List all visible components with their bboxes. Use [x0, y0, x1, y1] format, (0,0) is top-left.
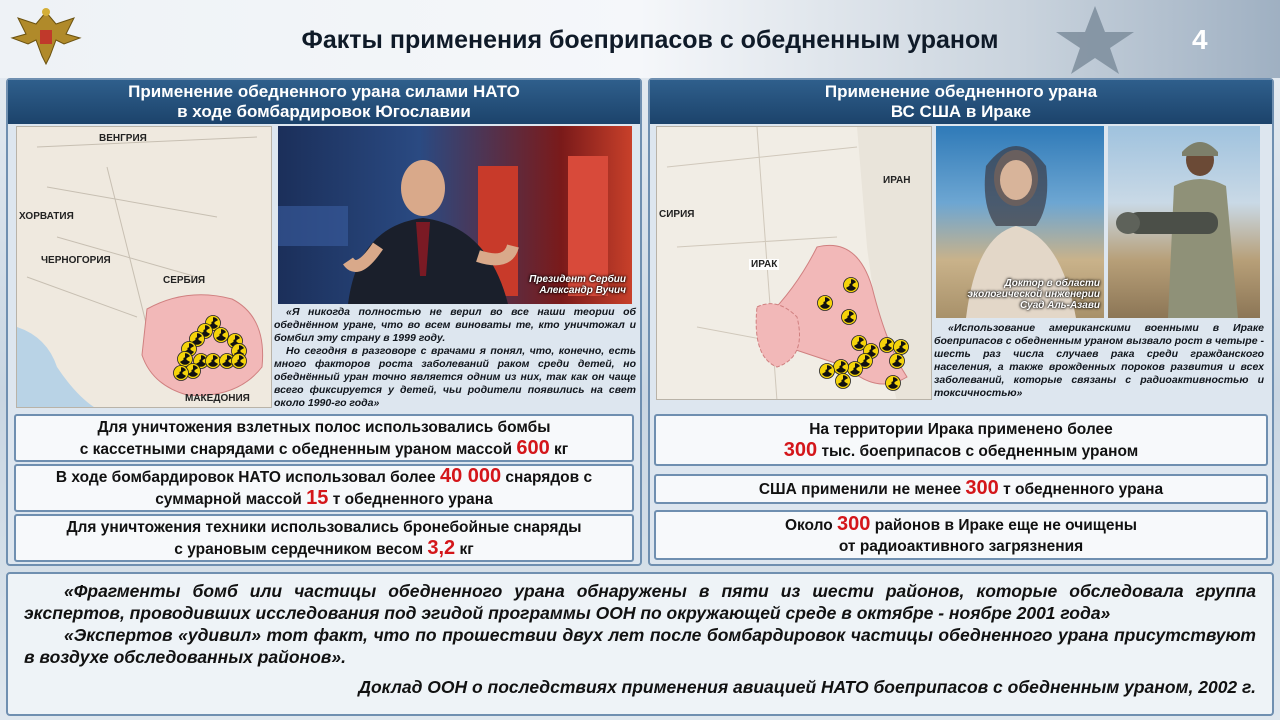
map-label-syria: СИРИЯ: [659, 209, 695, 220]
yugoslavia-panel: [6, 78, 642, 566]
fact-nato-shells: [14, 464, 634, 512]
fact-armor-text: с урановым сердечником весом: [174, 540, 428, 558]
map-label-serbia: СЕРБИЯ: [163, 275, 206, 286]
iraq-panel: [648, 78, 1274, 566]
fact-us-tonnage-value: 300: [965, 477, 999, 499]
vucic-caption: [529, 274, 626, 296]
double-headed-eagle-icon: [6, 4, 86, 70]
al-azawi-caption-line2: экологической инженерии: [967, 289, 1100, 300]
radiation-hazard-icon: [841, 309, 857, 325]
fact-nato-text: В ходе бомбардировок НАТО использовал более: [55, 469, 440, 486]
radiation-hazard-icon: [835, 373, 851, 389]
radiation-hazard-icon: [231, 353, 247, 369]
fact-armor-line2: [66, 538, 581, 560]
vucic-caption-line2: Александр Вучич: [539, 285, 626, 296]
fact-districts-value: 300: [837, 512, 871, 535]
fact-districts-line1: [785, 514, 1137, 536]
radiation-hazard-icon: [843, 277, 859, 293]
map-label-iran: ИРАН: [883, 175, 911, 186]
fact-nato-unit2: т обедненного урана: [328, 491, 493, 508]
header: [0, 0, 1280, 78]
al-azawi-caption-line1: Доктор в области: [1004, 278, 1100, 289]
fact-armor-unit: кг: [455, 540, 474, 558]
fact-nato-text2: суммарной массой: [155, 491, 307, 508]
al-azawi-quote: «Использование американскими военными в Ираке боеприпасов с обедненным ураном вызвало рост в четыре - шесть раз числа случаев рака среди гражданского населения, а также врожденных пороков развития и всех заболеваний, которые связаны с радиоактивностью и токсичностью»: [934, 322, 1264, 399]
fact-nato-value: 40 000: [439, 465, 502, 487]
fact-us-tonnage-unit: т обедненного урана: [998, 481, 1164, 498]
map-label-montenegro: ЧЕРНОГОРИЯ: [41, 255, 111, 266]
yugoslavia-title-line2: в ходе бомбардировок Югославии: [177, 102, 471, 121]
map-label-macedonia: МАКЕДОНИЯ: [185, 393, 250, 404]
fact-iraq-munitions-line2: [784, 440, 1138, 462]
vucic-quote: [274, 306, 636, 410]
vucic-photo: [278, 126, 632, 304]
fact-iraq-munitions-text: тыс. боеприпасов с обедненным ураном: [817, 442, 1139, 460]
fact-districts-text: Около: [784, 516, 838, 534]
fact-armor-line1: Для уничтожения техники использовались бронебойные снаряды: [66, 518, 582, 536]
yugoslavia-title-line1: Применение обедненного урана силами НАТО: [128, 82, 520, 101]
soldier-photo-graphic: [1108, 126, 1260, 318]
balkans-map: [16, 126, 272, 408]
fact-us-tonnage: [654, 474, 1268, 504]
al-azawi-photo: [936, 126, 1104, 318]
fact-iraq-munitions: [654, 414, 1268, 466]
army-star-icon: [1050, 2, 1140, 76]
map-label-croatia: ХОРВАТИЯ: [19, 211, 74, 222]
soldier-photo: [1108, 126, 1260, 318]
fact-nato-line2: [56, 488, 592, 510]
fact-runways-value: 600: [516, 436, 550, 459]
iraq-map: [656, 126, 932, 400]
al-azawi-caption: [968, 278, 1100, 311]
map-label-iraq: ИРАК: [751, 259, 778, 270]
map-label-hungary: ВЕНГРИЯ: [99, 133, 147, 144]
fact-runways: [14, 414, 634, 462]
page-number: 4: [1192, 24, 1208, 55]
un-report-quote: [6, 572, 1274, 716]
fact-districts-text2: районов в Ираке еще не очищены: [870, 516, 1138, 534]
fact-runways-text: с кассетными снарядами с обедненным ураном массой: [79, 440, 517, 458]
fact-nato-line1: [56, 466, 592, 488]
fact-us-tonnage-text: США применили не менее: [758, 481, 966, 498]
fact-runways-unit: кг: [549, 440, 569, 458]
radiation-hazard-icon: [819, 363, 835, 379]
fact-armor-piercing: [14, 514, 634, 562]
iraq-panel-title: [650, 80, 1272, 124]
vucic-caption-line1: Президент Сербии: [529, 274, 626, 285]
fact-districts-line2: от радиоактивного загрязнения: [838, 537, 1084, 555]
fact-runways-line1: Для уничтожения взлетных полос использовались бомбы: [97, 418, 551, 436]
fact-us-tonnage-line: [759, 478, 1163, 500]
yugoslavia-panel-title: [8, 80, 640, 124]
un-report-source: Доклад ООН о последствиях применения авиацией НАТО боеприпасов с обедненным ураном, 2002 г.: [358, 677, 1256, 697]
un-report-p1: «Фрагменты бомб или частицы обедненного урана обнаружены в пяти из шести районов, которые обследовала группа экспертов, проводивших исследования под эгидой программы ООН по окружающей среде в октябре - ноябре 2001 года»: [24, 581, 1256, 623]
vucic-quote-p2: Но сегодня в разговоре с врачами я понял, что, конечно, есть много факторов роста заболеваний раком среди детей, но обеднённый уран точно является одним из них, так как он чаще всего фиксируется у детей, чьи родители появились на свет около 1990-го года»: [274, 345, 636, 409]
fact-iraq-munitions-line1: На территории Ирака применено более: [809, 420, 1113, 438]
fact-contaminated-districts: [654, 510, 1268, 560]
fact-nato-value2: 15: [306, 487, 329, 509]
radiation-hazard-icon: [889, 353, 905, 369]
fact-iraq-munitions-value: 300: [783, 438, 818, 461]
radiation-hazard-icon: [173, 365, 189, 381]
al-azawi-caption-line3: Суад Аль-Азави: [1019, 300, 1100, 311]
radiation-hazard-icon: [885, 375, 901, 391]
fact-runways-line2: [80, 438, 569, 460]
un-report-p2: «Экспертов «удивил» тот факт, что по прошествии двух лет после бомбардировок частицы обедненного урана присутствуют в воздухе обследованных районов».: [24, 625, 1256, 667]
iraq-title-line2: ВС США в Ираке: [890, 102, 1032, 121]
page-title: Факты применения боеприпасов с обедненным ураном: [301, 26, 999, 54]
radiation-hazard-icon: [817, 295, 833, 311]
vucic-quote-p1: «Я никогда полностью не верил во все наши теории об обеднённом уране, что во всем виноваты те, кто уничтожал и бомбил эту страну в 1999 году.: [274, 306, 636, 344]
fact-nato-unit: снарядов с: [501, 469, 593, 486]
iraq-title-line1: Применение обедненного урана: [824, 82, 1098, 101]
fact-armor-value: 3,2: [427, 536, 456, 559]
